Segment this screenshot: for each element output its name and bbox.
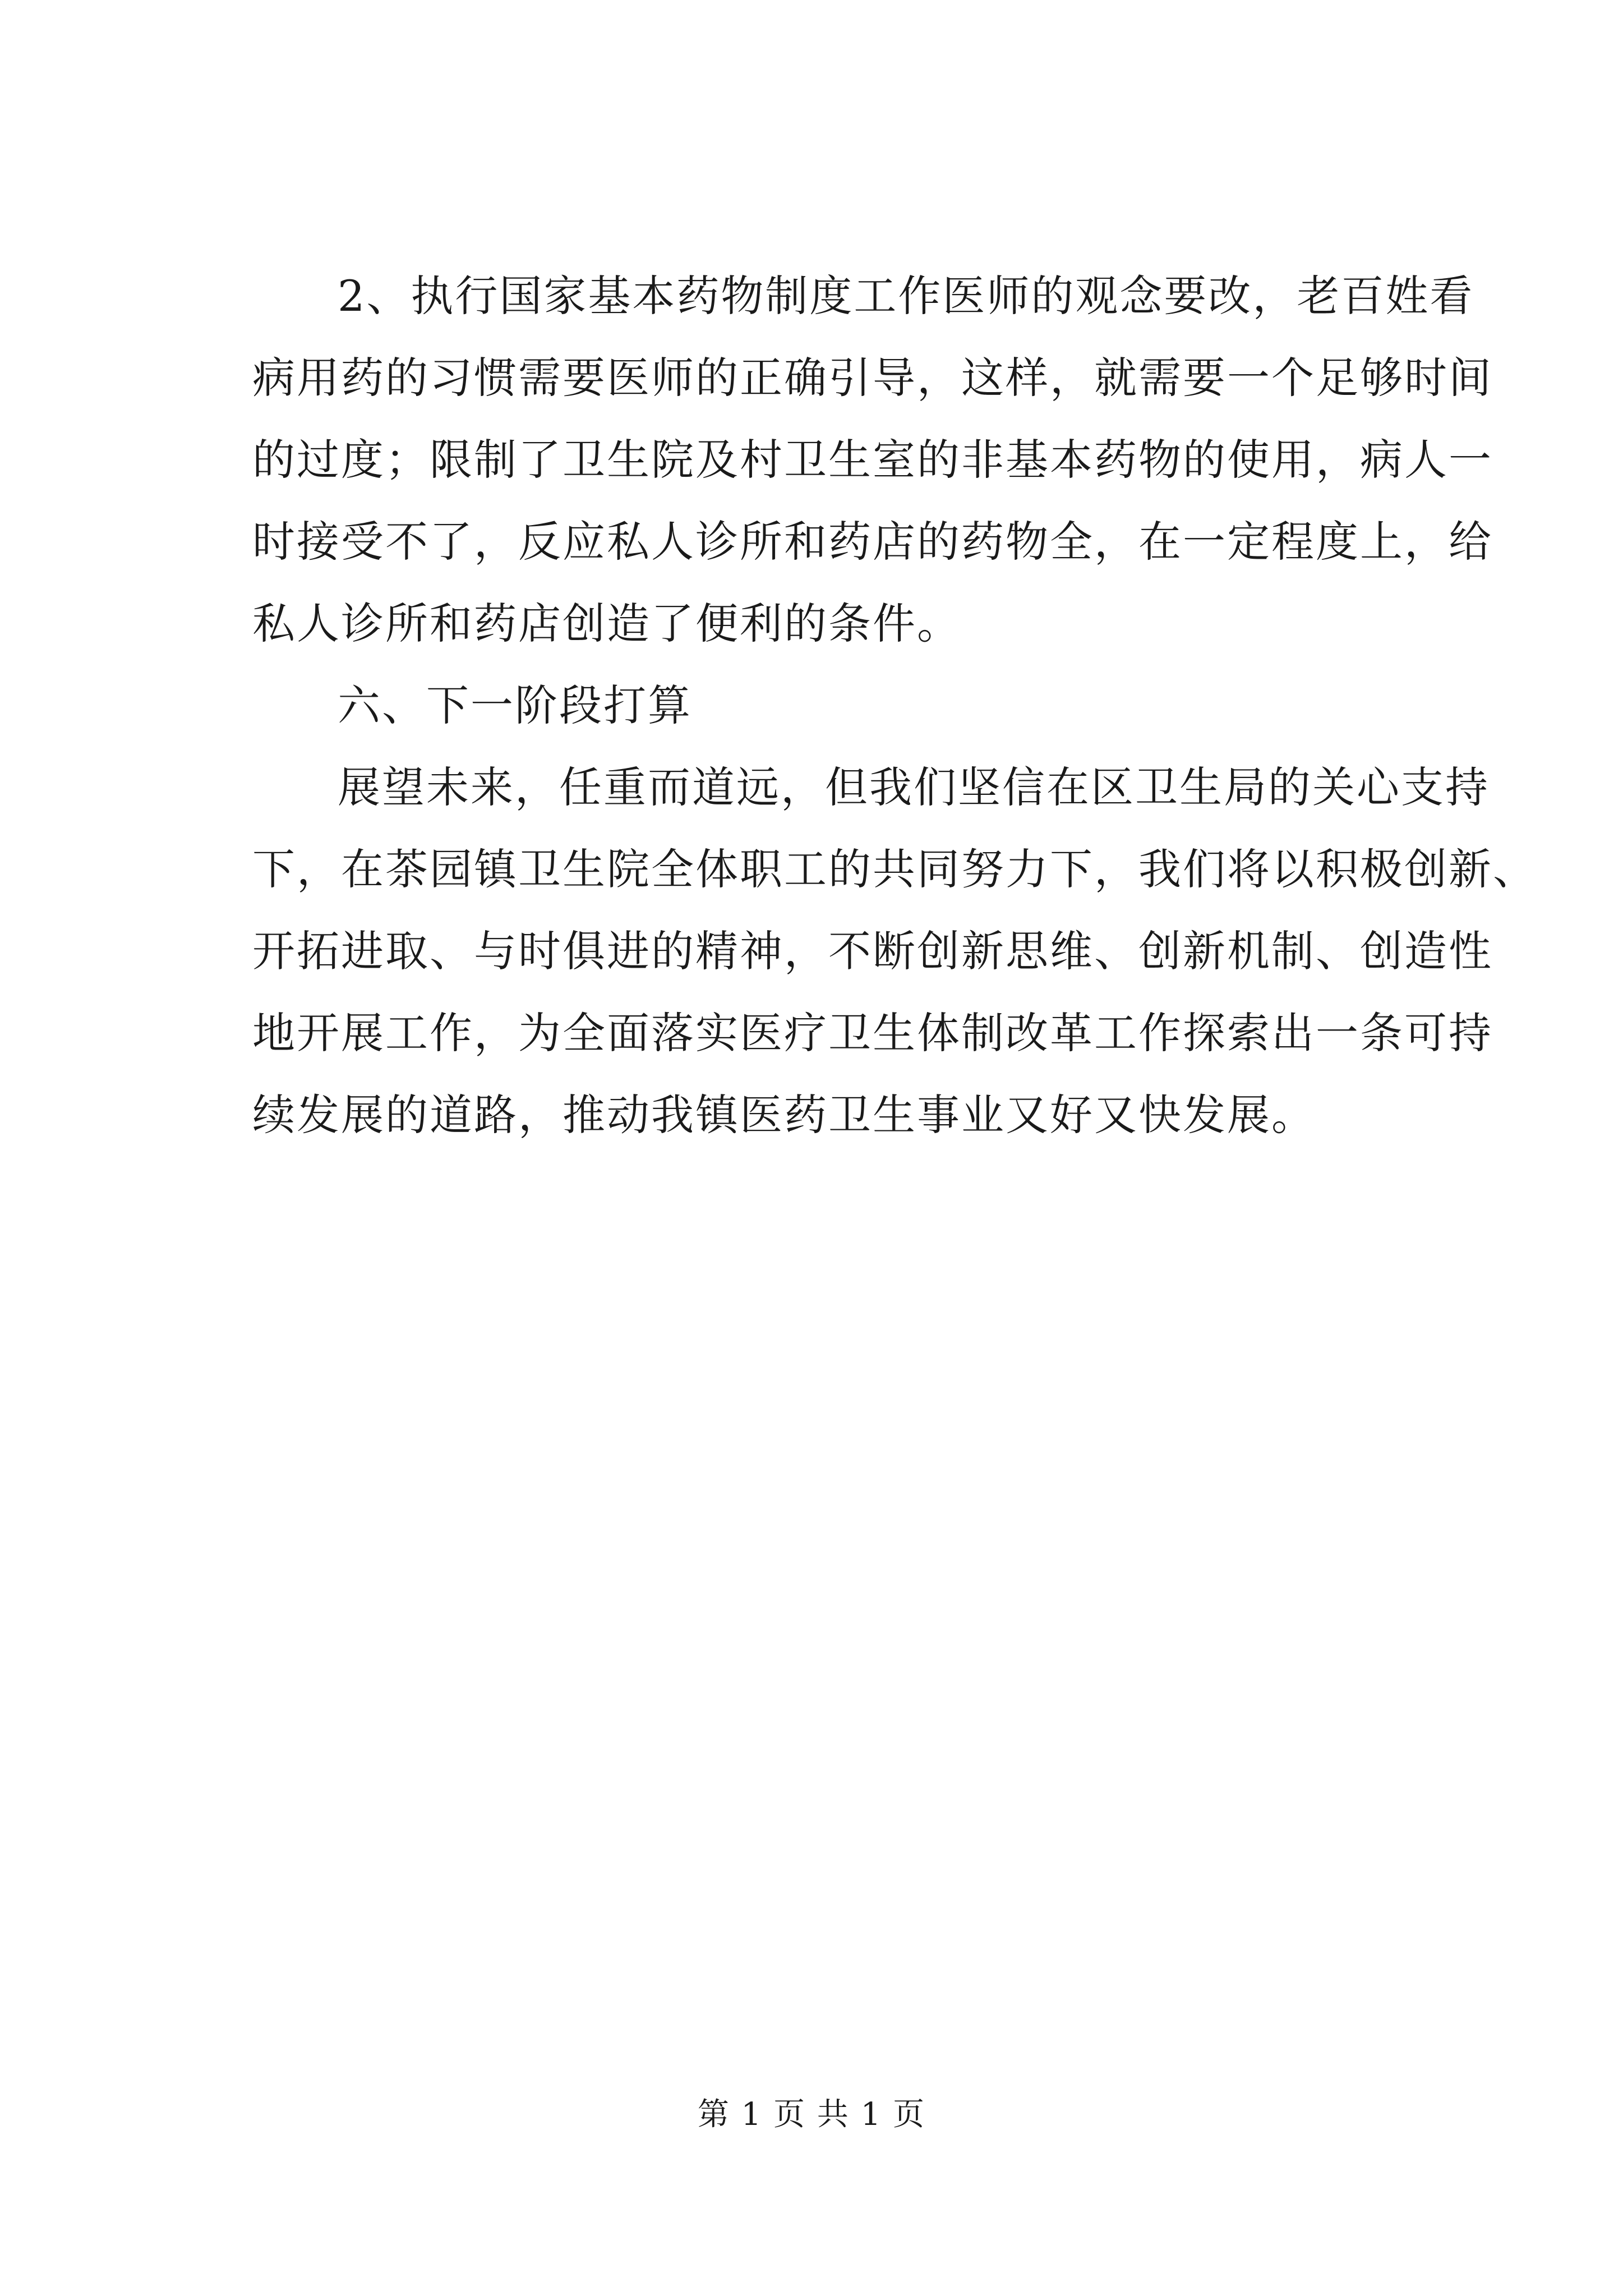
paragraph-drug-system [252, 255, 1493, 665]
text-line: 的过度；限制了卫生院及村卫生室的非基本药物的使用，病人一 [252, 435, 1493, 485]
section-heading: 六、下一阶段打算 [338, 680, 692, 730]
text-line: 地开展工作，为全面落实医疗卫生体制改革工作探索出一条可持 [252, 1008, 1493, 1058]
text-line: 续发展的道路，推动我镇医药卫生事业又好又快发展。 [252, 1090, 1316, 1140]
text-line: 病用药的习惯需要医师的正确引导，这样，就需要一个足够时间 [252, 353, 1493, 403]
text-line: 下，在茶园镇卫生院全体职工的共同努力下，我们将以积极创新、 [252, 844, 1537, 894]
page-number-footer: 第 1 页 共 1 页 [697, 2096, 926, 2133]
text-line: 时接受不了，反应私人诊所和药店的药物全，在一定程度上，给 [252, 517, 1493, 567]
paragraph-outlook [252, 747, 1537, 1156]
text-line: 2、执行国家基本药物制度工作医师的观念要改，老百姓看 [338, 271, 1474, 321]
text-line: 开拓进取、与时俱进的精神，不断创新思维、创新机制、创造性 [252, 926, 1493, 976]
text-line: 展望未来，任重而道远，但我们坚信在区卫生局的关心支持 [338, 762, 1490, 812]
section-heading-next-stage [252, 665, 1427, 747]
document-body [252, 255, 1537, 1156]
text-line: 私人诊所和药店创造了便利的条件。 [252, 599, 961, 648]
